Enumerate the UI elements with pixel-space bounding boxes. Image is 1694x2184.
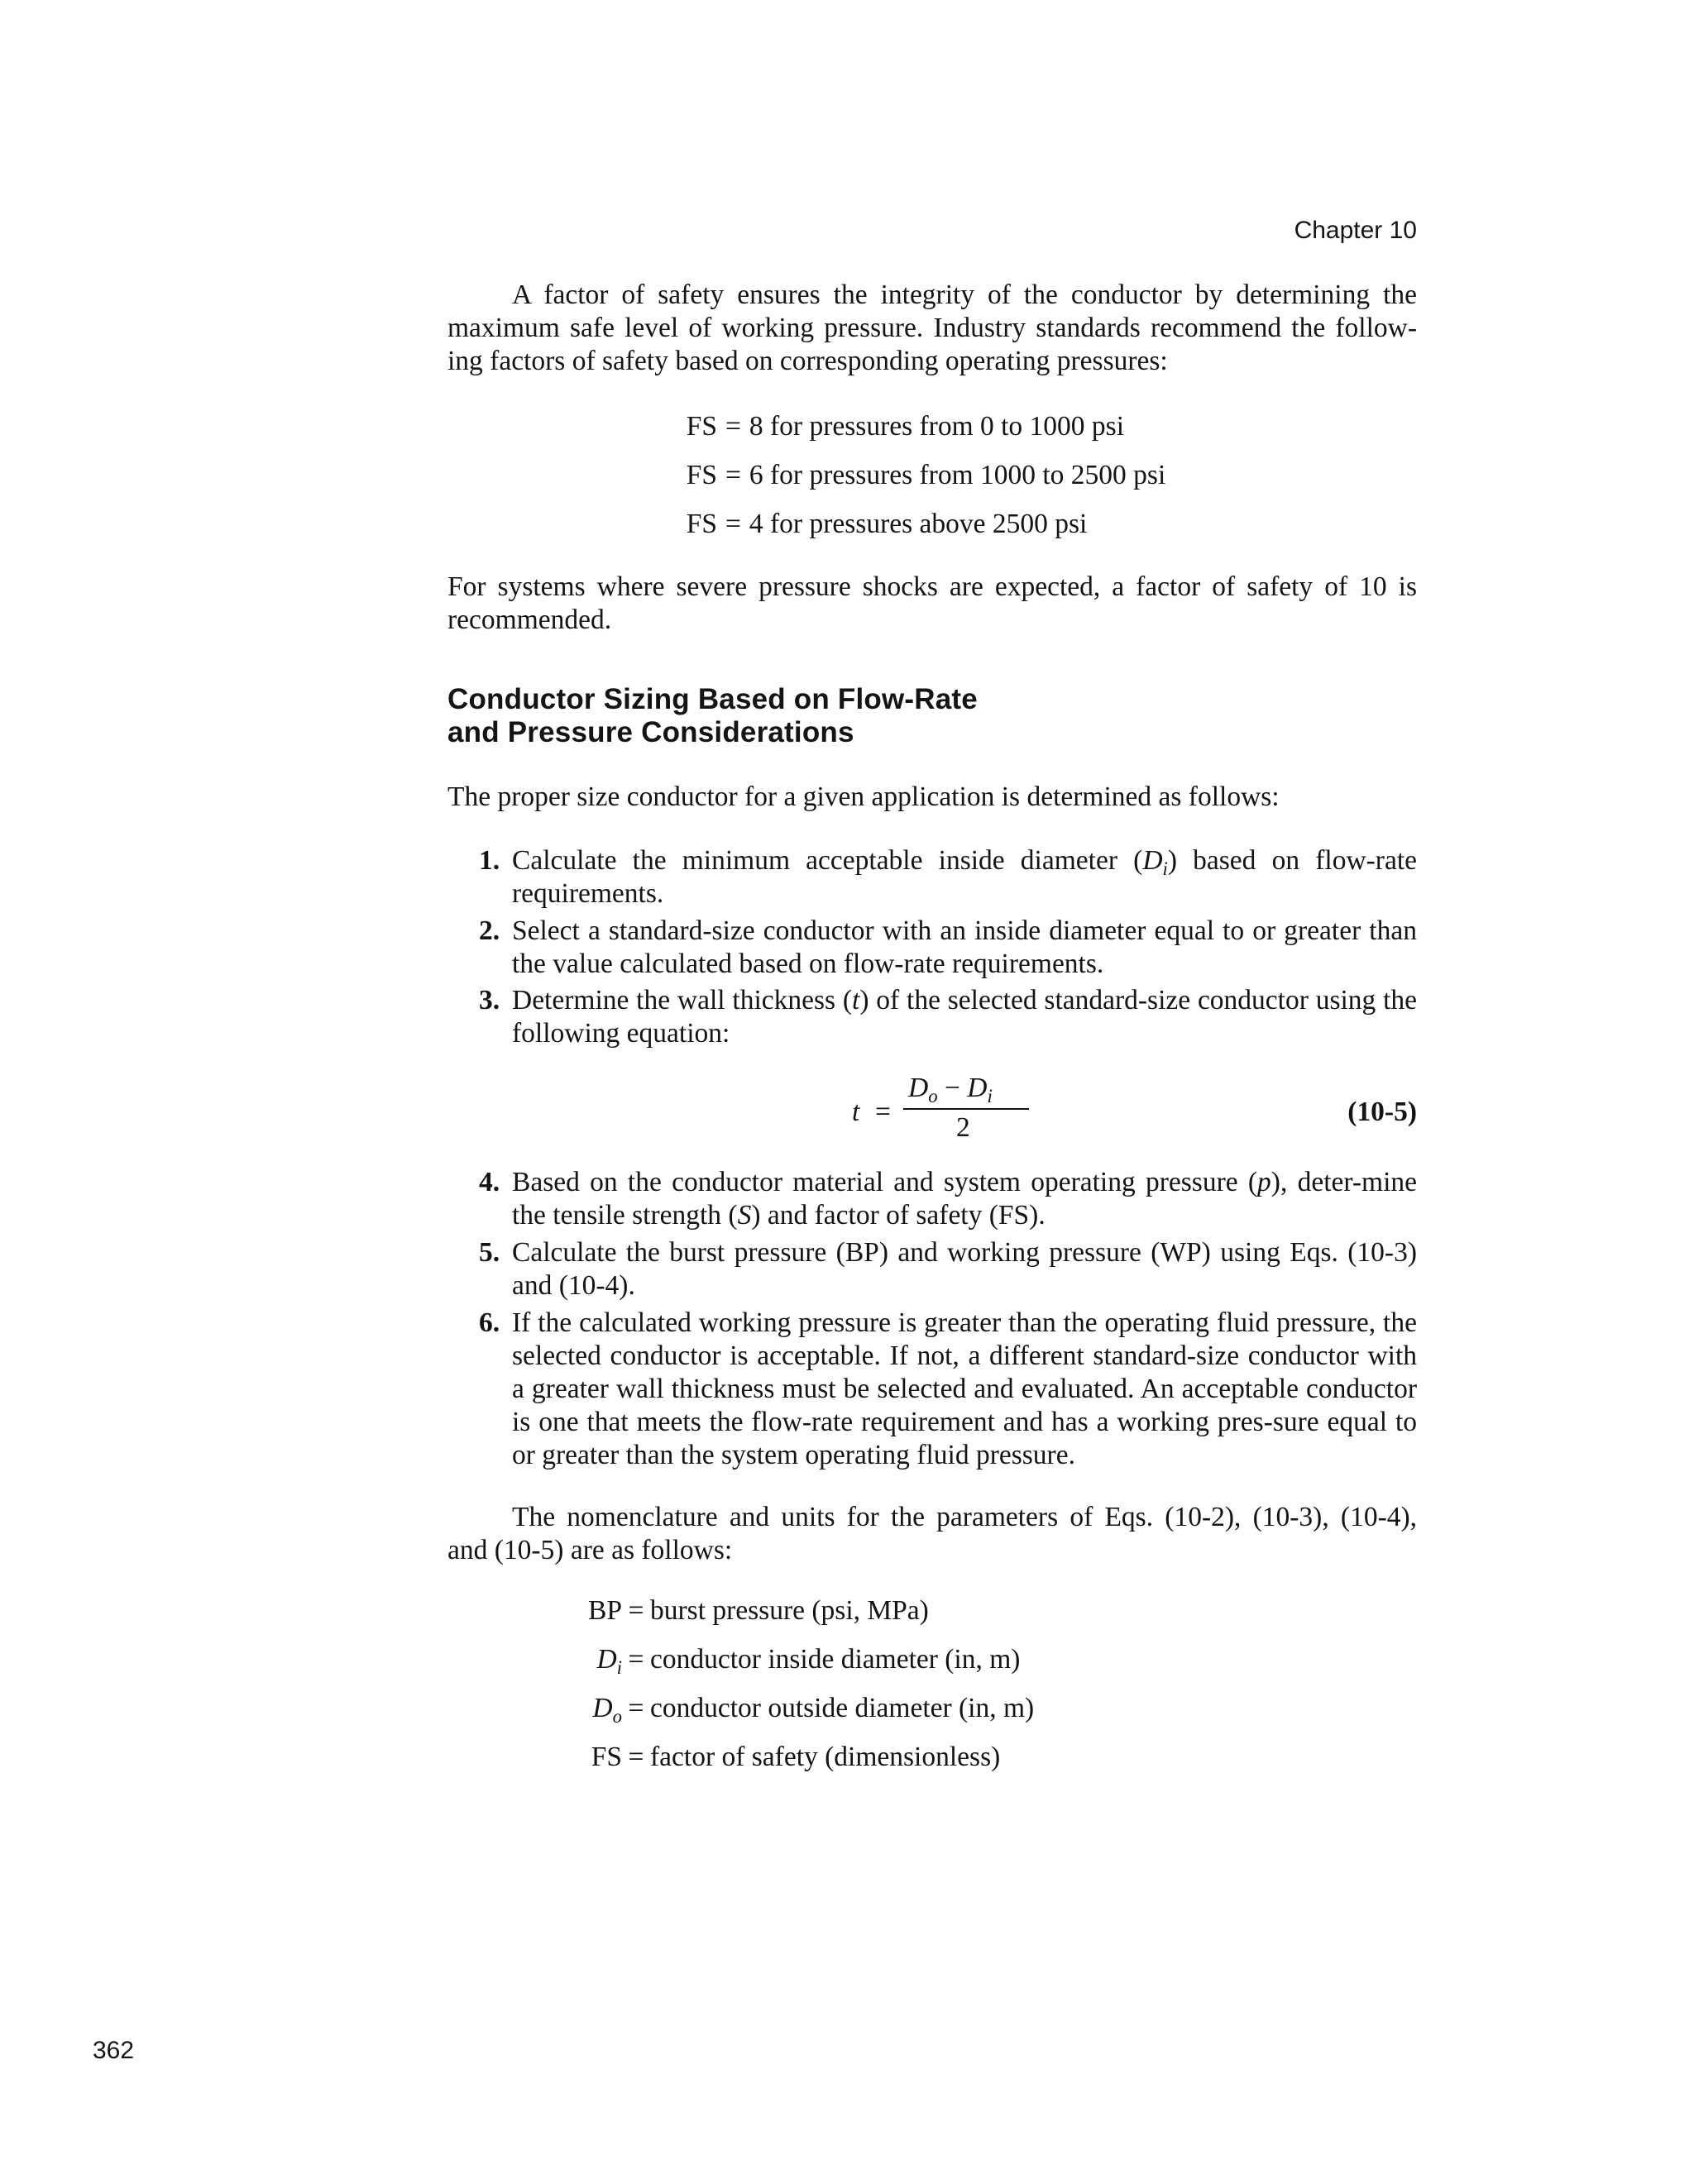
list-text: Select a standard-size conductor with an inside diameter equal to or greater than the value calculated based on flow-rate requirements. bbox=[512, 915, 1417, 979]
equation-lhs: t bbox=[852, 1097, 860, 1127]
equals-sign: = bbox=[628, 1595, 644, 1626]
nomenclature-item bbox=[571, 1643, 1020, 1676]
list-item bbox=[447, 844, 1417, 910]
list-text: Calculate the minimum acceptable inside diameter $(D_i)$ based on flow-rate requirements. bbox=[512, 845, 1417, 909]
page-number: 362 bbox=[93, 2037, 135, 2064]
equation-number: (10-5) bbox=[1347, 1097, 1417, 1127]
fs-symbol: FS bbox=[686, 411, 717, 442]
list-item bbox=[447, 915, 1417, 981]
fs-value: 4 for pressures above 2500 psi bbox=[749, 509, 1088, 539]
list-number: 1. bbox=[479, 845, 500, 876]
nomenclature-item bbox=[571, 1594, 929, 1627]
nomenclature-item bbox=[571, 1741, 1000, 1774]
equation-numerator: $D_o - D_i$ bbox=[908, 1073, 993, 1106]
fs-value: 8 for pressures from 0 to 1000 psi bbox=[749, 411, 1125, 442]
list-item bbox=[447, 1307, 1417, 1472]
list-text: Based on the conductor material and system operating pressure (p), deter-mine the tensile strength (S) and factor of safety (FS). bbox=[512, 1167, 1418, 1231]
nomenclature-symbol: $D_i$ bbox=[596, 1644, 622, 1678]
paragraph-pressure-shocks: For systems where severe pressure shocks are expected, a factor of safety of 10 is recommended. bbox=[447, 571, 1417, 635]
paragraph-line: ing factors of safety based on corresponding operating pressures: bbox=[447, 346, 1168, 376]
fs-value: 6 for pressures from 1000 to 2500 psi bbox=[749, 460, 1166, 490]
equals-sign: = bbox=[725, 460, 741, 490]
nomenclature-definition: conductor outside diameter (in, m) bbox=[650, 1693, 1035, 1723]
fraction-bar bbox=[903, 1108, 1029, 1110]
section-heading bbox=[447, 683, 1192, 749]
list-item bbox=[447, 984, 1417, 1050]
heading-line: and Pressure Considerations bbox=[447, 716, 854, 748]
list-number: 4. bbox=[479, 1167, 500, 1197]
equals-sign: = bbox=[725, 411, 741, 442]
intro-paragraph: The proper size conductor for a given application is determined as follows: bbox=[447, 781, 1280, 812]
list-number: 5. bbox=[479, 1237, 500, 1268]
list-text: Determine the wall thickness (t) of the selected standard-size conductor using the following equation: bbox=[512, 985, 1418, 1049]
equation-denominator: 2 bbox=[956, 1112, 970, 1143]
fs-list-item bbox=[682, 459, 1165, 492]
equals-sign: = bbox=[628, 1644, 644, 1675]
paragraph-line: The nomenclature and units for the parameters of Eqs. (10-2), (10-3), (10-4), bbox=[512, 1502, 1417, 1532]
list-text: If the calculated working pressure is greater than the operating fluid pressure, the selected conductor is acceptable. If not, a different standard-size conductor with a greater wall thickness must be selected and evaluated. An acceptable conductor is one that meets the flow-rate requirement and has a working pres-sure equal to or greater than the system operating fluid pressure. bbox=[512, 1307, 1417, 1470]
fs-list-item bbox=[682, 508, 1087, 541]
equals-sign: = bbox=[628, 1693, 644, 1723]
heading-line: Conductor Sizing Based on Flow-Rate bbox=[447, 683, 978, 715]
list-item bbox=[447, 1236, 1417, 1302]
fs-list-item bbox=[682, 410, 1124, 443]
equals-sign: = bbox=[628, 1742, 644, 1772]
fs-symbol: FS bbox=[686, 509, 717, 539]
fs-symbol: FS bbox=[686, 460, 717, 490]
nomenclature-definition: factor of safety (dimensionless) bbox=[650, 1742, 1001, 1772]
nomenclature-symbol: FS bbox=[591, 1742, 622, 1772]
paragraph-nomenclature-intro bbox=[447, 1501, 1417, 1567]
list-number: 3. bbox=[479, 985, 500, 1016]
equals-sign: = bbox=[725, 509, 741, 539]
list-text: Calculate the burst pressure (BP) and working pressure (WP) using Eqs. (10-3) and (10-4). bbox=[512, 1237, 1417, 1301]
paragraph-factor-of-safety bbox=[447, 279, 1417, 378]
equals-sign: = bbox=[875, 1097, 891, 1127]
nomenclature-symbol: BP bbox=[588, 1595, 622, 1626]
paragraph-line: A factor of safety ensures the integrity of the conductor by determining the bbox=[512, 280, 1417, 310]
list-item bbox=[447, 1166, 1417, 1232]
list-number: 6. bbox=[479, 1307, 500, 1338]
nomenclature-symbol: $D_o$ bbox=[592, 1693, 622, 1727]
paragraph-line: maximum safe level of working pressure. Industry standards recommend the follow- bbox=[447, 313, 1417, 343]
nomenclature-item bbox=[571, 1692, 1034, 1725]
list-number: 2. bbox=[479, 915, 500, 946]
nomenclature-definition: conductor inside diameter (in, m) bbox=[650, 1644, 1021, 1675]
running-head: Chapter 10 bbox=[1294, 217, 1417, 244]
nomenclature-definition: burst pressure (psi, MPa) bbox=[650, 1595, 929, 1626]
paragraph-line: and (10-5) are as follows: bbox=[447, 1535, 733, 1565]
